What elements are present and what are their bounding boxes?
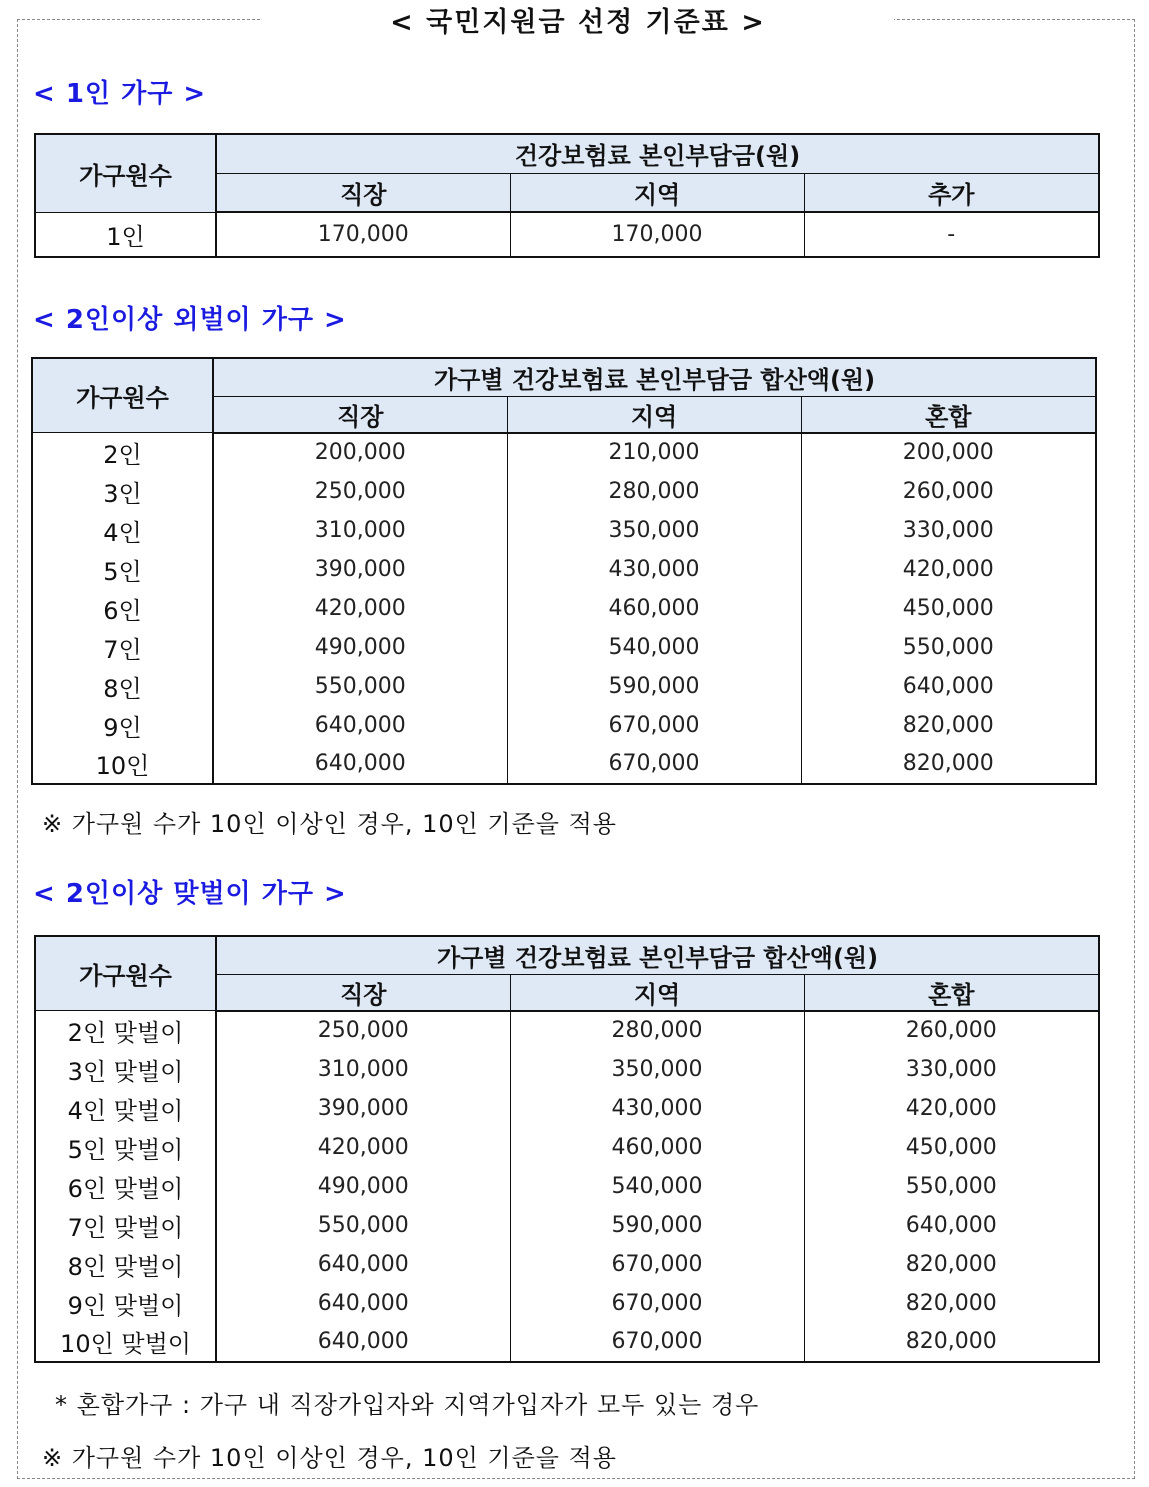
cell-value: 430,000 — [510, 1089, 804, 1128]
cell-value: 590,000 — [507, 667, 801, 706]
group-header: 가구별 건강보험료 본인부담금 합산액(원) — [213, 358, 1096, 396]
cell-value: 420,000 — [216, 1128, 510, 1167]
row-label: 1인 — [35, 212, 216, 257]
cell-value: 200,000 — [801, 433, 1096, 472]
cell-value: 280,000 — [510, 1011, 804, 1050]
cell-value: 820,000 — [801, 745, 1096, 784]
table-row — [35, 1128, 1099, 1167]
cell-value: 550,000 — [213, 667, 507, 706]
table-row — [32, 433, 1096, 472]
note-mixed-household: * 혼합가구 : 가구 내 직장가입자와 지역가입자가 모두 있는 경우 — [55, 1391, 760, 1419]
cell-value: 640,000 — [213, 745, 507, 784]
row-label: 2인 맞벌이 — [35, 1011, 216, 1050]
cell-value: 280,000 — [507, 472, 801, 511]
col-header: 지역 — [510, 974, 804, 1011]
cell-value: 670,000 — [507, 745, 801, 784]
table-row — [35, 212, 1099, 257]
table-dual-income — [34, 935, 1100, 1363]
cell-value: 310,000 — [216, 1050, 510, 1089]
table-row — [35, 1089, 1099, 1128]
row-label: 6인 — [32, 589, 213, 628]
table-row — [35, 1206, 1099, 1245]
cell-value: 670,000 — [510, 1323, 804, 1362]
row-label: 9인 — [32, 706, 213, 745]
cell-value: 450,000 — [804, 1128, 1099, 1167]
table-row — [32, 589, 1096, 628]
cell-value: 640,000 — [216, 1323, 510, 1362]
cell-value: 350,000 — [510, 1050, 804, 1089]
cell-value: 820,000 — [804, 1323, 1099, 1362]
row-label: 7인 맞벌이 — [35, 1206, 216, 1245]
row-label: 10인 맞벌이 — [35, 1323, 216, 1362]
cell-value: 390,000 — [213, 550, 507, 589]
cell-value: 590,000 — [510, 1206, 804, 1245]
col-header-household: 가구원수 — [35, 936, 216, 1011]
page-title: < 국민지원금 선정 기준표 > — [390, 7, 766, 38]
cell-value: 640,000 — [216, 1284, 510, 1323]
row-label: 8인 맞벌이 — [35, 1245, 216, 1284]
note-ten-plus: ※ 가구원 수가 10인 이상인 경우, 10인 기준을 적용 — [42, 810, 617, 838]
table-row — [35, 1011, 1099, 1050]
cell-value: 420,000 — [213, 589, 507, 628]
col-header: 혼합 — [801, 396, 1096, 433]
cell-value: 540,000 — [510, 1167, 804, 1206]
cell-value: 820,000 — [804, 1284, 1099, 1323]
cell-value: 820,000 — [801, 706, 1096, 745]
cell-value: 350,000 — [507, 511, 801, 550]
row-label: 7인 — [32, 628, 213, 667]
cell-value: 310,000 — [213, 511, 507, 550]
cell-value: 550,000 — [804, 1167, 1099, 1206]
cell-value: 260,000 — [801, 472, 1096, 511]
col-header-household: 가구원수 — [35, 134, 216, 212]
table-single-household — [34, 133, 1100, 258]
cell-value: 670,000 — [507, 706, 801, 745]
cell-value: 490,000 — [216, 1167, 510, 1206]
cell-value: 670,000 — [510, 1245, 804, 1284]
cell-value: 640,000 — [216, 1245, 510, 1284]
cell-value: 640,000 — [804, 1206, 1099, 1245]
note-ten-plus: ※ 가구원 수가 10인 이상인 경우, 10인 기준을 적용 — [42, 1444, 617, 1472]
col-header: 지역 — [510, 173, 804, 212]
row-label: 4인 — [32, 511, 213, 550]
row-label: 3인 — [32, 472, 213, 511]
table-row — [35, 1167, 1099, 1206]
table-single-income — [31, 357, 1097, 785]
table-row — [32, 628, 1096, 667]
cell-value: 260,000 — [804, 1011, 1099, 1050]
table-row — [32, 550, 1096, 589]
cell-value: 200,000 — [213, 433, 507, 472]
table-row — [32, 745, 1096, 784]
cell-value: 670,000 — [510, 1284, 804, 1323]
group-header: 가구별 건강보험료 본인부담금 합산액(원) — [216, 936, 1099, 974]
table-row — [35, 1323, 1099, 1362]
row-label: 10인 — [32, 745, 213, 784]
section-heading-dual-income: < 2인이상 맞벌이 가구 > — [33, 879, 347, 909]
cell-value: 430,000 — [507, 550, 801, 589]
cell-value: 820,000 — [804, 1245, 1099, 1284]
table-row — [32, 511, 1096, 550]
cell-value: 170,000 — [510, 212, 804, 257]
row-label: 5인 맞벌이 — [35, 1128, 216, 1167]
section-heading-single: < 1인 가구 > — [33, 79, 207, 109]
table-row — [35, 1245, 1099, 1284]
cell-value: 540,000 — [507, 628, 801, 667]
row-label: 4인 맞벌이 — [35, 1089, 216, 1128]
cell-value: 390,000 — [216, 1089, 510, 1128]
cell-value: 210,000 — [507, 433, 801, 472]
group-header: 건강보험료 본인부담금(원) — [216, 134, 1099, 173]
cell-value: 420,000 — [804, 1089, 1099, 1128]
cell-value: 250,000 — [216, 1011, 510, 1050]
cell-value: - — [804, 212, 1099, 257]
cell-value: 450,000 — [801, 589, 1096, 628]
col-header: 혼합 — [804, 974, 1099, 1011]
cell-value: 330,000 — [801, 511, 1096, 550]
row-label: 8인 — [32, 667, 213, 706]
cell-value: 640,000 — [213, 706, 507, 745]
col-header: 추가 — [804, 173, 1099, 212]
row-label: 3인 맞벌이 — [35, 1050, 216, 1089]
cell-value: 420,000 — [801, 550, 1096, 589]
col-header: 지역 — [507, 396, 801, 433]
cell-value: 550,000 — [801, 628, 1096, 667]
cell-value: 460,000 — [510, 1128, 804, 1167]
col-header-household: 가구원수 — [32, 358, 213, 433]
cell-value: 490,000 — [213, 628, 507, 667]
row-label: 6인 맞벌이 — [35, 1167, 216, 1206]
table-row — [32, 472, 1096, 511]
row-label: 5인 — [32, 550, 213, 589]
row-label: 9인 맞벌이 — [35, 1284, 216, 1323]
cell-value: 250,000 — [213, 472, 507, 511]
row-label: 2인 — [32, 433, 213, 472]
col-header: 직장 — [216, 173, 510, 212]
cell-value: 460,000 — [507, 589, 801, 628]
section-heading-single-income: < 2인이상 외벌이 가구 > — [33, 305, 347, 335]
cell-value: 550,000 — [216, 1206, 510, 1245]
cell-value: 330,000 — [804, 1050, 1099, 1089]
cell-value: 170,000 — [216, 212, 510, 257]
table-row — [32, 667, 1096, 706]
col-header: 직장 — [213, 396, 507, 433]
cell-value: 640,000 — [801, 667, 1096, 706]
table-row — [35, 1284, 1099, 1323]
col-header: 직장 — [216, 974, 510, 1011]
table-row — [32, 706, 1096, 745]
table-row — [35, 1050, 1099, 1089]
